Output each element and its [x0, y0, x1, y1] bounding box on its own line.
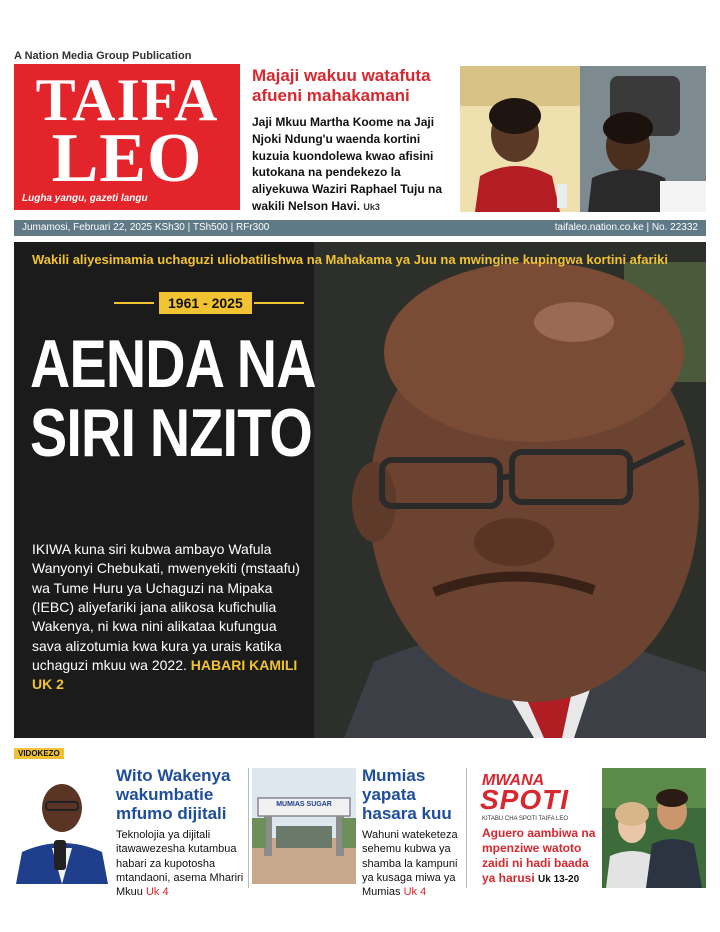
lead-headline-line2: SIRI NZITO	[30, 395, 312, 472]
read-more-link[interactable]: HABARI KAMILI UK 2	[32, 656, 298, 693]
tip-2-text: Wahuni wateketeza sehemu kubwa ya shamba la kampuni ya kusaga miwa ya Mumias	[362, 829, 458, 899]
years-rule-right	[254, 302, 304, 304]
website-issue-number[interactable]: taifaleo.nation.co.ke | No. 22332	[554, 222, 698, 233]
sport-couple-photo	[602, 768, 706, 888]
tip-2-photo	[252, 768, 356, 884]
tip-divider-1	[248, 768, 249, 888]
lead-kicker: Wakili aliyesimamia uchaguzi uliobatilishwa na Mahakama ya Juu na mwingine kupingwa kortini afariki	[32, 252, 668, 267]
factory-sign-text: MUMIAS SUGAR	[276, 801, 332, 808]
tip-1-page-ref: Uk 4	[145, 886, 169, 899]
sport-teaser	[482, 826, 600, 887]
years-rule-left	[114, 302, 154, 304]
masthead-logo[interactable]	[14, 64, 240, 210]
sport-subtitle: KITABU CHA SPOTI TAIFA LEO	[482, 816, 569, 822]
tips-section-label: VIDOKEZO	[14, 748, 64, 759]
lead-story[interactable]	[14, 242, 706, 738]
tip-1-headline[interactable]: Wito Wakenya wakumbatie mfumo dijitali	[116, 766, 231, 824]
dateline-bar	[14, 220, 706, 236]
lead-body-text: IKIWA kuna siri kubwa ambayo Wafula Wanyonyi Chebukati, mwenyekiti (mstaafu) wa Tume Huru ya Uchaguzi na Mipaka (IEBC) aliyefariki jana alikosa kufichulia Wakenya, ni kwa nini alikataa kufungua sava alizotumia kwa kura ya urais katika uchaguzi mkuu wa 2022.	[32, 541, 300, 673]
masthead-tagline: Lugha yangu, gazeti langu	[22, 193, 148, 204]
masthead-name-line2: LEO	[51, 120, 203, 197]
sport-page-ref: Uk 13-20	[538, 874, 580, 885]
tip-2-headline[interactable]: Mumias yapata hasara kuu	[362, 766, 452, 824]
tip-1-text: Teknolojia ya dijitali itawawezesha kutambua habari za kupotosha mtandaoni, asema Mhariri Mkuu	[116, 829, 244, 899]
sport-logo-line1: MWANA	[482, 772, 545, 789]
teaser-photo-judges	[460, 66, 706, 212]
judges-photo-illustration	[460, 66, 706, 212]
teaser-headline[interactable]: Majaji wakuu watafuta afueni mahakamani	[252, 66, 431, 106]
tip-divider-2	[466, 768, 467, 888]
sport-logo-line2: SPOTI	[480, 784, 570, 815]
lead-headline[interactable]	[30, 326, 317, 472]
sport-pullout-promo[interactable]	[472, 766, 706, 890]
issue-date-price: Jumamosi, Februari 22, 2025 KSh30 | TSh500 | RFr300	[22, 222, 270, 233]
couple-photo-illustration	[602, 768, 706, 888]
publisher-line: A Nation Media Group Publication	[14, 50, 192, 62]
tip-2-page-ref: Uk 4	[403, 886, 427, 899]
teaser-body-text: Jaji Mkuu Martha Koome na Jaji Njoki Ndung'u waenda kortini kuzuia kuondolewa kwao afisini kutokana na pendekezo la aliyekuwa Waziri Raphael Tuju na wakili Nelson Havi.	[252, 115, 443, 213]
tip-1-photo	[14, 768, 110, 884]
tip-1-body	[116, 828, 246, 899]
editor-photo-illustration	[14, 768, 110, 884]
sport-teaser-text: Aguero aambiwa na mpenziwe watoto zaidi ni hadi baada ya harusi	[482, 826, 596, 885]
lead-headline-line1: AENDA NA	[30, 326, 316, 402]
factory-gate-illustration	[252, 768, 356, 884]
years-badge: 1961 - 2025	[159, 292, 252, 314]
teaser-page-ref: Uk3	[363, 201, 380, 212]
lead-body	[32, 540, 310, 695]
teaser-summary	[252, 114, 456, 215]
tip-2-body	[362, 828, 462, 899]
masthead-name-line1: TAIFA	[35, 67, 219, 133]
